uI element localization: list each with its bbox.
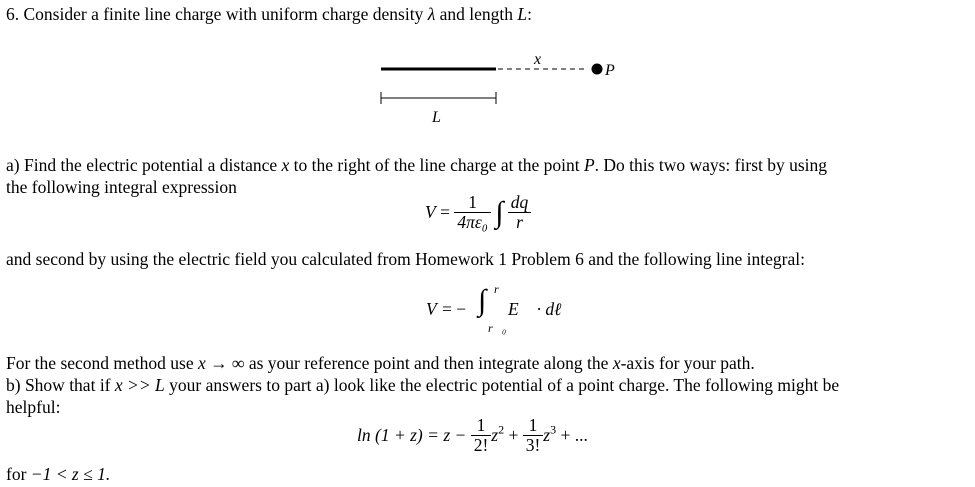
equation-potential-integral: V = $\frac{1}{\text{4πε₀}}$ ∫ $\frac{dq}{r}$ bbox=[425, 193, 531, 232]
figure-p-label: P bbox=[605, 62, 615, 79]
coulomb-constant-fraction: $\frac{1}{\text{4πε₀}}$ bbox=[454, 193, 491, 232]
figure-length-label: L bbox=[432, 109, 441, 126]
part-a-line3: and second by using the electric field you calculated from Homework 1 Problem 6 and the following line integral: bbox=[6, 249, 805, 269]
part-b-line2: helpful: bbox=[6, 397, 61, 417]
dq-over-r-fraction: $\frac{dq}{r}$ bbox=[508, 193, 532, 232]
validity-condition: for −1 < z ≤ 1. bbox=[6, 464, 111, 484]
lower-limit: r⃗₀ bbox=[488, 321, 507, 335]
upper-limit: r⃗ bbox=[494, 282, 509, 296]
fraction-one-over-three-factorial: $\frac{1}{3!}$ bbox=[523, 416, 544, 455]
part-b-line1: b) Show that if x >> L your answers to part a) look like the electric potential of a point charge. The following might be bbox=[6, 375, 840, 395]
figure-x-label: x bbox=[534, 51, 542, 68]
part-a-line2: the following integral expression bbox=[6, 177, 237, 197]
part-a-line1: a) Find the electric potential a distance x to the right of the line charge at the point P. Do this two ways: first by using bbox=[6, 155, 828, 175]
lambda-symbol: λ bbox=[427, 4, 436, 24]
fraction-one-over-two-factorial: $\frac{1}{2!}$ bbox=[471, 416, 492, 455]
line-integral-sign: ∫ bbox=[478, 284, 487, 317]
point-p-marker bbox=[592, 64, 603, 75]
problem-statement: 6. Consider a finite line charge with uniform charge density λ and length L: bbox=[6, 4, 533, 24]
integral-sign: ∫ bbox=[495, 195, 504, 229]
part-a-line4: For the second method use x → ∞ as your reference point and then integrate along the x-axis for your path. bbox=[6, 353, 755, 373]
integrand: E⃗ · dℓ⃗ bbox=[508, 299, 576, 319]
problem-number: 6. bbox=[6, 4, 20, 24]
equation-log-expansion: ln (1 + z) = z − $\frac{1}{2!}$ $z^2$ + $\frac{1}{3!}$ $z^3$ + ... bbox=[357, 415, 588, 455]
